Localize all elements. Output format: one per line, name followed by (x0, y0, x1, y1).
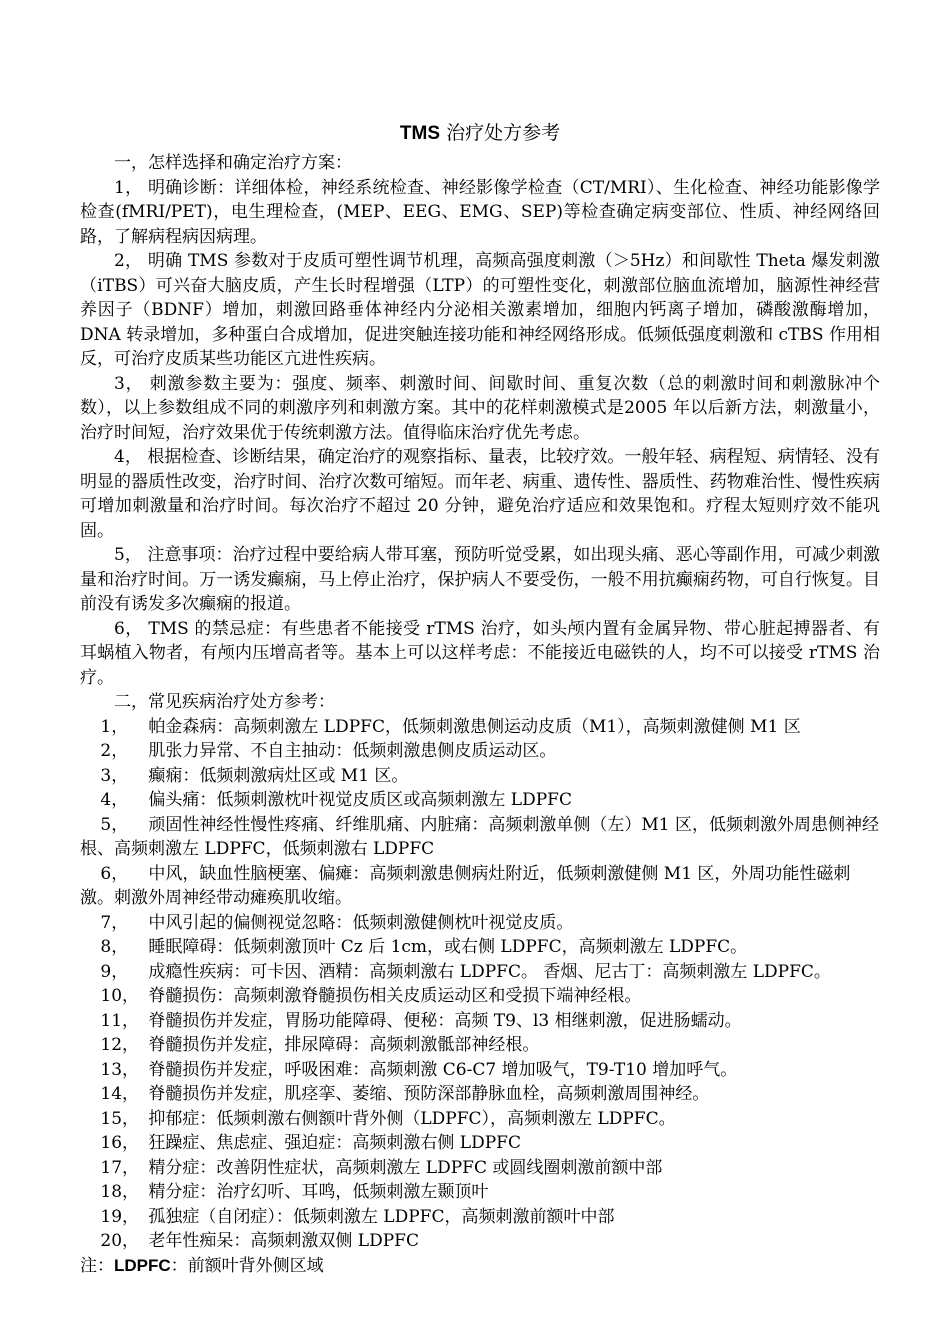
item-number: 2， (100, 741, 129, 761)
item-number: 13， (100, 1059, 140, 1080)
item-number: 3， (100, 765, 129, 786)
list-item (80, 960, 880, 985)
list-item (80, 715, 880, 740)
item-text: 孤独症（自闭症）：低频刺激左 LDPFC，高频刺激前额叶中部 (148, 1206, 615, 1227)
item-text: 脊髓损伤并发症，胃肠功能障碍、便秘：高频 T9、l3 相继刺激，促进肠蠕动。 (148, 1010, 742, 1031)
list-item (80, 813, 880, 862)
item-number: 7， (100, 912, 129, 933)
item-text: 脊髓损伤并发症，肌痉挛、萎缩、预防深部静脉血栓，高频刺激周围神经。 (148, 1084, 710, 1104)
section1-heading: 一，怎样选择和确定治疗方案： (114, 153, 352, 173)
item-text: 肌张力异常、不自主抽动：低频刺激患侧皮质运动区。 (148, 741, 557, 761)
list-item (80, 739, 880, 764)
item-text: 脊髓损伤：高频刺激脊髓损伤相关皮质运动区和受损下端神经根。 (148, 986, 642, 1006)
list-item (80, 1082, 880, 1107)
item-number: 8， (100, 937, 129, 957)
note-definition: ：前额叶背外侧区域 (170, 1255, 324, 1276)
paragraph: 2， 明确 TMS 参数对于皮质可塑性调节机理，高频高强度刺激（＞5Hz）和间歇性 Theta 爆发刺激（iTBS）可兴奋大脑皮质，产生长时程增强（LTP）的可塑性变化，刺激部位脑血流增加，脑源性神经营养因子（BDNF）增加，刺激回路垂体神经内分泌相关激素增加，细胞内钙离子增加，磷酸激酶增加，DNA 转录增加，多种蛋白合成增加，促进突触连接功能和神经网络形成。低频低强度刺激和 cTBS 作用相反，可治疗皮质某些功能区亢进性疾病。 (80, 251, 880, 369)
item-text: 老年性痴呆：高频刺激双侧 LDPFC (148, 1231, 419, 1251)
list-item (80, 1033, 880, 1058)
list-item (80, 1180, 880, 1205)
document-page (80, 120, 880, 1278)
item-number: 16， (100, 1133, 140, 1153)
list-item (80, 984, 880, 1009)
item-number: 18， (100, 1182, 140, 1202)
list-item (80, 764, 880, 789)
list-item (80, 1156, 880, 1181)
item-number: 15， (100, 1108, 140, 1129)
list-item (80, 935, 880, 960)
item-text: 帕金森病：高频刺激左 LDPFC，低频刺激患侧运动皮质（M1），高频刺激健侧 M1 区 (148, 716, 801, 737)
list-item (80, 788, 880, 813)
item-text: 中风，缺血性脑梗塞、偏瘫：高频刺激患侧病灶附近，低频刺激健侧 M1 区，外周功能性磁刺激。刺激外周神经带动瘫痪肌收缩。 (80, 863, 851, 908)
list-item (80, 1131, 880, 1156)
note-term: LDPFC (114, 1255, 171, 1275)
list-item (80, 1058, 880, 1083)
footnote (80, 1254, 880, 1279)
item-text: 精分症：改善阴性症状，高频刺激左 LDPFC 或圆线圈刺激前额中部 (148, 1157, 663, 1178)
item-text: 睡眠障碍：低频刺激顶叶 Cz 后 1cm，或右侧 LDPFC，高频刺激左 LDPFC。 (148, 937, 748, 957)
paragraph: 3， 刺激参数主要为：强度、频率、刺激时间、间歇时间、重复次数（总的刺激时间和刺激脉冲个数），以上参数组成不同的刺激序列和刺激方案。其中的花样刺激模式是2005 年以后新方法，刺激量小，治疗时间短，治疗效果优于传统刺激方法。值得临床治疗优先考虑。 (80, 373, 880, 443)
item-text: 精分症：治疗幻听、耳鸣，低频刺激左颞顶叶 (148, 1182, 489, 1202)
item-number: 4， (100, 790, 129, 810)
item-number: 11， (100, 1010, 140, 1031)
paragraph: 4， 根据检查、诊断结果，确定治疗的观察指标、量表，比较疗效。一般年轻、病程短、病情轻、没有明显的器质性改变，治疗时间、治疗次数可缩短。而年老、病重、遗传性、器质性、药物难治性、慢性疾病可增加刺激量和治疗时间。每次治疗不超过 20 分钟，避免治疗适应和效果饱和。疗程太短则疗效不能巩固。 (80, 447, 880, 541)
item-text: 成瘾性疾病：可卡因、酒精：高频刺激右 LDPFC。 香烟、尼古丁：高频刺激左 LDPFC。 (148, 961, 831, 982)
item-text: 顽固性神经性慢性疼痛、纤维肌痛、内脏痛：高频刺激单侧（左）M1 区，低频刺激外周患侧神经根、高频刺激左 LDPFC，低频刺激右 LDPFC (80, 814, 880, 859)
page-title (80, 120, 880, 147)
item-text: 脊髓损伤并发症，呼吸困难：高频刺激 C6-C7 增加吸气，T9-T10 增加呼气。 (148, 1059, 738, 1080)
item-text: 抑郁症：低频刺激右侧额叶背外侧（LDPFC），高频刺激左 LDPFC。 (148, 1108, 676, 1129)
item-number: 20， (100, 1231, 140, 1251)
list-item (80, 1107, 880, 1132)
item-number: 5， (100, 814, 129, 835)
item-number: 9， (100, 961, 129, 982)
section2-heading: 二，常见疾病治疗处方参考： (114, 692, 335, 712)
item-number: 10， (100, 986, 140, 1006)
item-text: 中风引起的偏侧视觉忽略：低频刺激健侧枕叶视觉皮质。 (148, 912, 574, 933)
item-number: 14， (100, 1084, 140, 1104)
list-item (80, 1205, 880, 1230)
item-text: 脊髓损伤并发症，排尿障碍：高频刺激骶部神经根。 (148, 1035, 540, 1055)
title-bold: TMS (399, 123, 441, 144)
item-text: 狂躁症、焦虑症、强迫症：高频刺激右侧 LDPFC (148, 1133, 521, 1153)
item-text: 偏头痛：低频刺激枕叶视觉皮质区或高频刺激左 LDPFC (148, 790, 572, 810)
paragraph: 5， 注意事项：治疗过程中要给病人带耳塞，预防听觉受累，如出现头痛、恶心等副作用，可减少刺激量和治疗时间。万一诱发癫痫，马上停止治疗，保护病人不要受伤，一般不用抗癫痫药物，可自行恢复。目前没有诱发多次癫痫的报道。 (80, 545, 880, 614)
list-item (80, 1009, 880, 1034)
title-rest: 治疗处方参考 (440, 122, 561, 144)
item-text: 癫痫：低频刺激病灶区或 M1 区。 (148, 765, 409, 786)
paragraph: 1， 明确诊断：详细体检，神经系统检查、神经影像学检查（CT/MRI）、生化检查、神经功能影像学检查(fMRI/PET)，电生理检查，(MEP、EEG、EMG、SEP)等检查确定病变部位、性质、神经网络回路，了解病程病因病理。 (80, 177, 880, 247)
item-number: 12， (100, 1035, 140, 1055)
item-number: 6， (100, 863, 129, 884)
note-prefix: 注： (80, 1255, 114, 1276)
item-number: 19， (100, 1206, 140, 1227)
list-item (80, 911, 880, 936)
list-item (80, 862, 880, 911)
item-number: 17， (100, 1157, 140, 1178)
item-number: 1， (100, 716, 129, 737)
paragraph: 6， TMS 的禁忌症：有些患者不能接受 rTMS 治疗，如头颅内置有金属异物、带心脏起搏器者、有耳蜗植入物者，有颅内压增高者等。基本上可以这样考虑：不能接近电磁铁的人，均不可以接受 rTMS 治疗。 (80, 618, 880, 688)
list-item (80, 1229, 880, 1254)
